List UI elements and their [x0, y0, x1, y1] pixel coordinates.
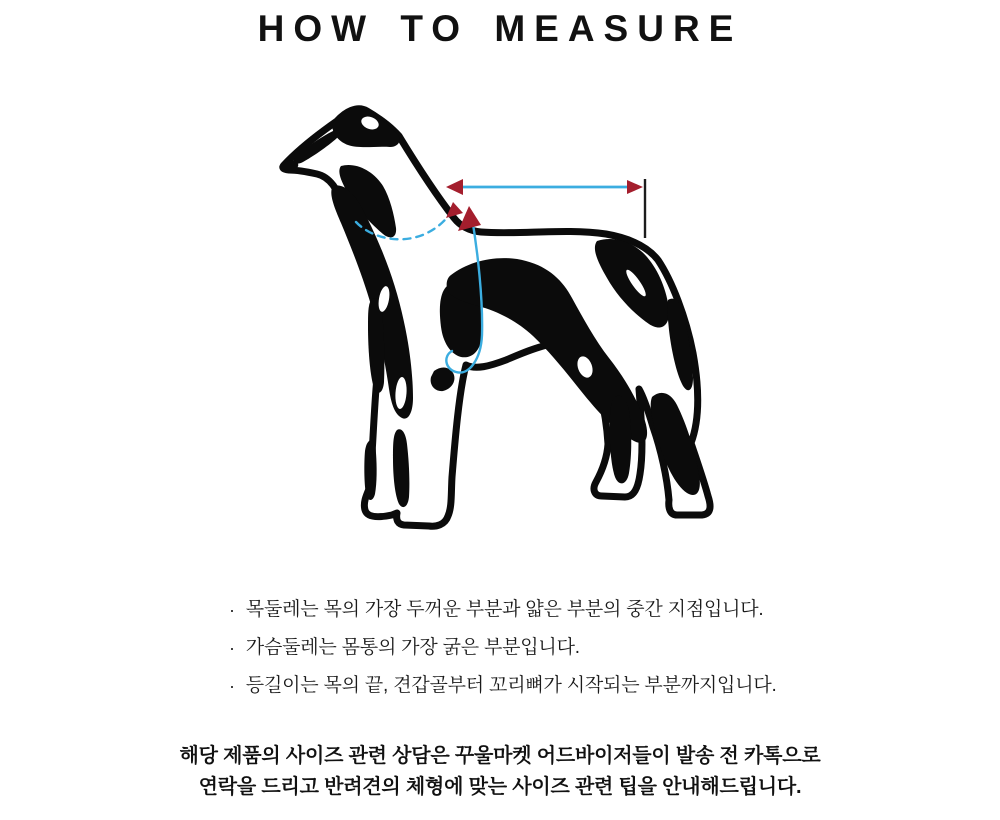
page-title: HOW TO MEASURE [257, 8, 743, 49]
bullet-icon: · [229, 676, 235, 696]
footer-line-2: 연락을 드리고 반려견의 체형에 맞는 사이즈 관련 팁을 안내해드립니다. [198, 776, 802, 798]
arrowhead-left-icon [446, 179, 463, 195]
bullet-icon: · [229, 600, 235, 620]
dog-illustration [250, 95, 730, 555]
arrowhead-right-icon [627, 180, 643, 194]
note-neck: 목둘레는 목의 가장 두꺼운 부분과 얇은 부분의 중간 지점입니다. [245, 599, 764, 620]
note-back-length: 등길이는 목의 끝, 견갑골부터 꼬리뼈가 시작되는 부분까지입니다. [245, 675, 777, 696]
note-chest: 가슴둘레는 몸통의 가장 굵은 부분입니다. [245, 637, 580, 658]
measure-notes-list [229, 599, 829, 713]
footer-line-1: 해당 제품의 사이즈 관련 상담은 꾸울마켓 어드바이저들이 발송 전 카톡으로 [179, 745, 821, 767]
list-item [229, 599, 829, 621]
bullet-icon: · [229, 638, 235, 658]
list-item [229, 637, 829, 659]
list-item [229, 675, 829, 697]
footer-note [0, 741, 1000, 803]
chest-pointer-icon [458, 206, 481, 231]
dog-measure-figure [250, 95, 730, 555]
